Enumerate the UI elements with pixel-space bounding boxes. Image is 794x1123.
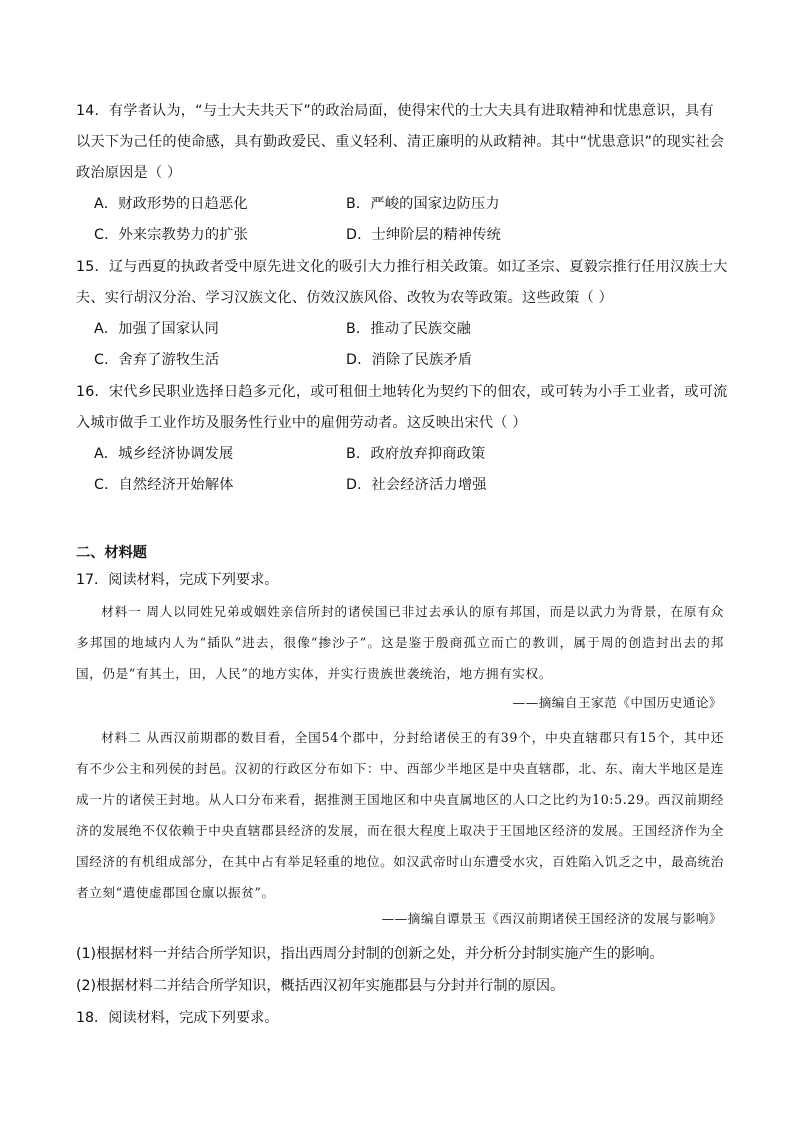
question-14 xyxy=(76,96,728,243)
question-17-sub-2: (2)根据材料二并结合所学知识，概括西汉初年实施郡县与分封并行制的原因。 xyxy=(76,978,565,994)
material-2 xyxy=(76,722,724,908)
question-15-option-c[interactable]: C．舍弃了游牧生活 xyxy=(94,352,220,368)
question-17-stem: 17．阅读材料，完成下列要求。 xyxy=(76,572,279,588)
section-heading-materials: 二、材料题 xyxy=(76,545,147,561)
question-15 xyxy=(76,252,728,368)
question-14-option-b[interactable]: B．严峻的国家边防压力 xyxy=(346,196,500,212)
question-14-option-c[interactable]: C．外来宗教势力的扩张 xyxy=(94,227,248,243)
question-15-option-a[interactable]: A．加强了国家认同 xyxy=(94,321,220,337)
question-14-stem: 14．有学者认为，“与士大夫共天下”的政治局面，使得宋代的士大夫具有进取精神和忧患意识，具有以天下为己任的使命感，具有勤政爱民、重义轻利、清正廉明的从政精神。其中“忧患意识”的现实社会政治原因是（ ） xyxy=(76,103,725,181)
question-17-sub-1: (1)根据材料一并结合所学知识，指出西周分封制的创新之处，并分析分封制实施产生的影响。 xyxy=(76,946,664,962)
question-16 xyxy=(76,377,728,493)
question-14-option-d[interactable]: D．士绅阶层的精神传统 xyxy=(346,227,502,243)
question-16-stem: 16．宋代乡民职业选择日趋多元化，或可租佃土地转化为契约下的佃农，或可转为小手工业者，或可流入城市做手工业作坊及服务性行业中的雇佣劳动者。这反映出宋代（ ） xyxy=(76,384,728,431)
question-16-option-d[interactable]: D．社会经济活力增强 xyxy=(346,477,487,493)
question-16-option-c[interactable]: C．自然经济开始解体 xyxy=(94,477,234,493)
question-15-stem: 15．辽与西夏的执政者受中原先进文化的吸引大力推行相关政策。如辽圣宗、夏毅宗推行任用汉族士大夫、实行胡汉分治、学习汉族文化、仿效汉族风俗、改牧为农等政策。这些政策（ ） xyxy=(76,259,728,306)
question-15-option-d[interactable]: D．消除了民族矛盾 xyxy=(346,352,473,368)
question-14-option-a[interactable]: A．财政形势的日趋恶化 xyxy=(94,196,248,212)
material-1 xyxy=(76,596,724,689)
question-16-option-b[interactable]: B．政府放弃抑商政策 xyxy=(346,446,486,462)
material-1-source: ——摘编自王家范《中国历史通论》 xyxy=(512,695,722,710)
material-1-text: 材料一 周人以同姓兄弟或姻姓亲信所封的诸侯国已非过去承认的原有邦国，而是以武力为背景，在原有众多邦国的地域内人为“插队”进去，很像“掺沙子”。这是鉴于殷商孤立而亡的教训，属于周的创造封出去的邦国，仍是“有其土，田，人民”的地方实体，并实行贵族世袭统治，地方拥有实权。 xyxy=(76,604,724,681)
question-15-option-b[interactable]: B．推动了民族交融 xyxy=(346,321,472,337)
question-18-stem: 18．阅读材料，完成下列要求。 xyxy=(76,1010,279,1026)
material-2-source: ——摘编自谭景玉《西汉前期诸侯王国经济的发展与影响》 xyxy=(381,911,722,926)
question-16-option-a[interactable]: A．城乡经济协调发展 xyxy=(94,446,234,462)
material-2-text: 材料二 从西汉前期郡的数目看，全国54个郡中，分封给诸侯王的有39个，中央直辖郡只有15个，其中还有不少公主和列侯的封邑。汉初的行政区分布如下：中、西部少半地区是中央直辖郡，北、东、南大半地区是连成一片的诸侯王封地。从人口分布来看，据推测王国地区和中央直属地区的人口之比约为10:5.29。西汉前期经济的发展绝不仅依赖于中央直辖郡县经济的发展，而在很大程度上取决于王国地区经济的发展。王国经济作为全国经济的有机组成部分，在其中占有举足轻重的地位。如汉武帝时山东遭受水灾，百姓陷入饥乏之中，最高统治者立刻“遣使虚郡国仓廪以振贫”。 xyxy=(76,730,724,900)
